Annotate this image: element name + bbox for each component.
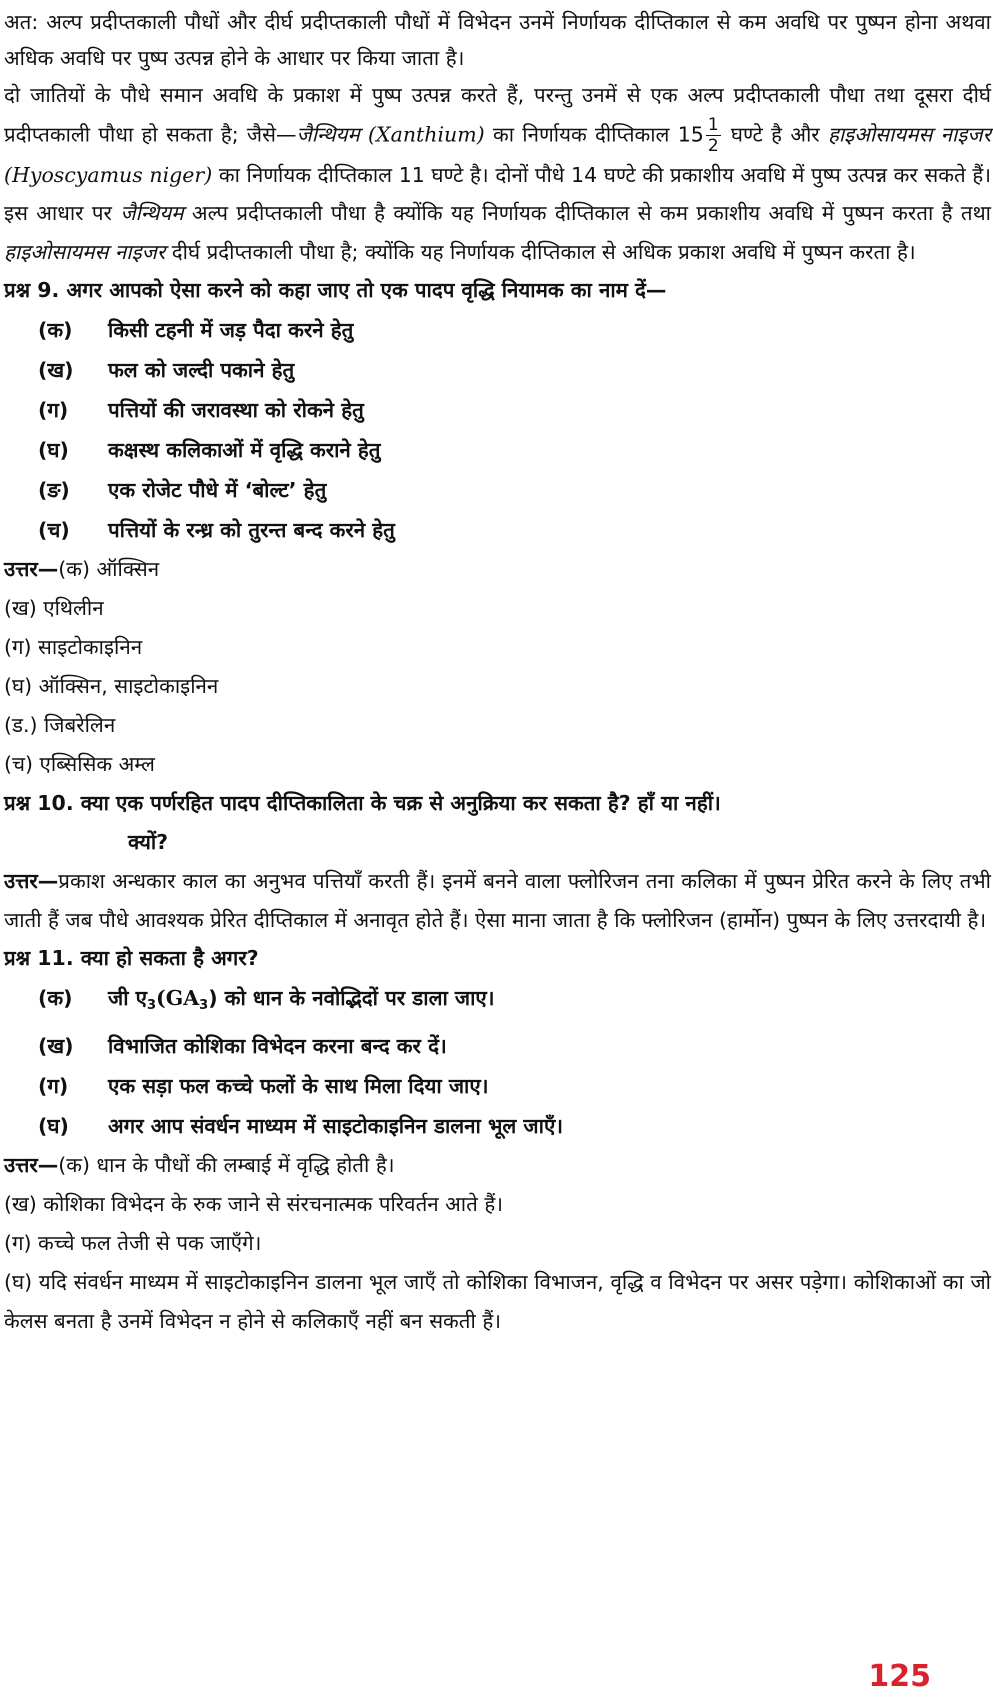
answer-line: (ख) एथिलीन: [4, 596, 104, 620]
xanthium-hindi: जैन्थियम: [296, 122, 360, 146]
option-label: (ग): [38, 1074, 69, 1098]
paragraph-intro: अत: अल्प प्रदीप्तकाली पौधों और दीर्घ प्रदीप्तकाली पौधों में विभेदन उनमें निर्णायक दीप्तिकाल से कम अवधि पर पुष्पन होना अथवा अधिक अवधि पर पुष्प उत्पन्न होने के आधार पर किया जाता है।: [4, 10, 991, 70]
option-item: [4, 1066, 991, 1106]
option-text: विभाजित कोशिका विभेदन करना बन्द कर दें।: [108, 1034, 447, 1058]
option-item: [4, 390, 991, 430]
answer-line: [4, 550, 991, 589]
subscript: 3: [199, 998, 209, 1013]
fraction-denominator: 2: [707, 135, 719, 156]
answer-line: (घ) ऑक्सिन, साइटोकाइनिन: [4, 674, 219, 698]
page-number: 125: [868, 1659, 931, 1694]
answer-line: (घ) यदि संवर्धन माध्यम में साइटोकाइनिन डालना भूल जाएँ तो कोशिका विभाजन, वृद्धि व विभेदन पर असर पड़ेगा। कोशिकाओं का जो केलस बनता है उनमें विभेदन न होने से कलिकाएँ नहीं बन सकती हैं।: [4, 1270, 991, 1333]
answer-line: [4, 1146, 991, 1185]
answer-prefix: उत्तर—: [4, 557, 59, 581]
xanthium-latin: (Xanthium): [368, 122, 485, 146]
option-label: (घ): [38, 438, 69, 462]
question-10-cont: क्यों?: [128, 830, 169, 854]
option-label: (च): [38, 518, 70, 542]
option-text: ) को धान के नवोद्भिदों पर डाला जाए।: [208, 986, 495, 1010]
xanthium-hindi: जैन्थियम: [120, 201, 184, 225]
option-label: (क): [38, 986, 73, 1010]
hyoscyamus-hindi: हाइओसायमस नाइजर: [4, 239, 166, 264]
option-item: [4, 1106, 991, 1146]
option-label: (ग): [38, 398, 69, 422]
answer-text: (क) धान के पौधों की लम्बाई में वृद्धि होती है।: [58, 1153, 395, 1177]
option-text: एक रोजेट पौधे में ‘बोल्ट’ हेतु: [108, 478, 327, 502]
fraction-numerator: 1: [707, 114, 719, 135]
option-text: किसी टहनी में जड़ पैदा करने हेतु: [108, 318, 354, 342]
hyoscyamus-latin: (Hyoscyamus niger): [4, 162, 213, 187]
option-text: एक सड़ा फल कच्चे फलों के साथ मिला दिया जाए।: [108, 1074, 489, 1098]
option-label: (ङ): [38, 478, 70, 502]
answer-text: (क) ऑक्सिन: [58, 557, 160, 581]
text-segment: घण्टे है और: [722, 122, 828, 146]
option-text: जी ए: [108, 986, 147, 1010]
option-text: (GA: [156, 986, 200, 1010]
text-segment: अल्प प्रदीप्तकाली पौधा है क्योंकि यह निर्णायक दीप्तिकाल से कम प्रकाशीय अवधि में पुष्पन करता है तथा: [183, 201, 991, 225]
fraction-half: [706, 115, 721, 156]
question-9: प्रश्न 9. अगर आपको ऐसा करने को कहा जाए तो एक पादप वृद्धि नियामक का नाम दें—: [4, 278, 667, 302]
answer-line: (ड.) जिबरेलिन: [4, 713, 116, 737]
text-segment: का निर्णायक दीप्तिकाल 15: [484, 122, 704, 146]
answer-line: (ख) कोशिका विभेदन के रुक जाने से संरचनात्मक परिवर्तन आते हैं।: [4, 1192, 503, 1216]
answer-9: [4, 550, 991, 784]
option-text: कक्षस्थ कलिकाओं में वृद्धि कराने हेतु: [108, 438, 381, 462]
hyoscyamus-hindi: हाइओसायमस नाइजर: [827, 122, 991, 146]
text-segment: का निर्णायक दीप्तिकाल 11 घण्टे है। दोनों पौधे 14 घण्टे की प्रकाशीय अवधि में पुष्प उत्पन्न कर सकते हैं। इस आधार पर: [4, 162, 991, 225]
question-11: प्रश्न 11. क्या हो सकता है अगर?: [4, 946, 259, 970]
option-label: (क): [38, 318, 73, 342]
option-item: [4, 310, 991, 350]
text-segment: दीर्घ प्रदीप्तकाली पौधा है; क्योंकि यह निर्णायक दीप्तिकाल से अधिक प्रकाश अवधि में पुष्पन करता है।: [165, 239, 916, 264]
question-11-options: [4, 978, 991, 1146]
answer-text: प्रकाश अन्धकार काल का अनुभव पत्तियाँ करती हैं। इनमें बनने वाला फ्लोरिजन तना कलिका में पुष्पन प्रेरित करने के लिए तभी जाती हैं जब पौधे आवश्यक प्रेरित दीप्तिकाल में अनावृत होते हैं। ऐसा माना जाता है कि फ्लोरिजन (हार्मोन) पुष्पन के लिए उत्तरदायी है।: [4, 869, 991, 932]
question-9-options: [4, 310, 991, 550]
answer-prefix: उत्तर—: [4, 1153, 59, 1177]
paragraph-examples: [4, 76, 991, 271]
option-label: (ख): [38, 1034, 74, 1058]
option-text: फल को जल्दी पकाने हेतु: [108, 358, 295, 382]
text-segment: दो जातियों के पौधे समान अवधि के प्रकाश में पुष्प उत्पन्न करते हैं, परन्तु उनमें से एक अल्प प्रदीप्तकाली पौधा तथा दूसरा दीर्घ प्रदीप्तकाली पौधा हो सकता है; जैसे—: [4, 83, 991, 146]
option-item: [4, 430, 991, 470]
option-text: पत्तियों के रन्ध्र को तुरन्त बन्द करने हेतु: [108, 518, 395, 542]
answer-line: (च) एब्सिसिक अम्ल: [4, 752, 155, 776]
option-text: पत्तियों की जरावस्था को रोकने हेतु: [108, 398, 364, 422]
question-10: प्रश्न 10. क्या एक पर्णरहित पादप दीप्तिकालिता के चक्र से अनुक्रिया कर सकता है? हाँ या नहीं।: [4, 791, 721, 815]
option-item: [4, 510, 991, 550]
option-label: (घ): [38, 1114, 69, 1138]
option-item: [4, 1026, 991, 1066]
option-item: [4, 350, 991, 390]
option-label: (ख): [38, 358, 74, 382]
option-item: [4, 470, 991, 510]
answer-10: [4, 862, 991, 939]
answer-line: (ग) कच्चे फल तेजी से पक जाएँगे।: [4, 1231, 262, 1255]
option-text: अगर आप संवर्धन माध्यम में साइटोकाइनिन डालना भूल जाएँ।: [108, 1114, 564, 1138]
subscript: 3: [147, 998, 157, 1013]
answer-prefix: उत्तर—: [4, 869, 59, 893]
option-item: [4, 978, 991, 1026]
answer-line: (ग) साइटोकाइनिन: [4, 635, 143, 659]
answer-11: [4, 1146, 991, 1340]
